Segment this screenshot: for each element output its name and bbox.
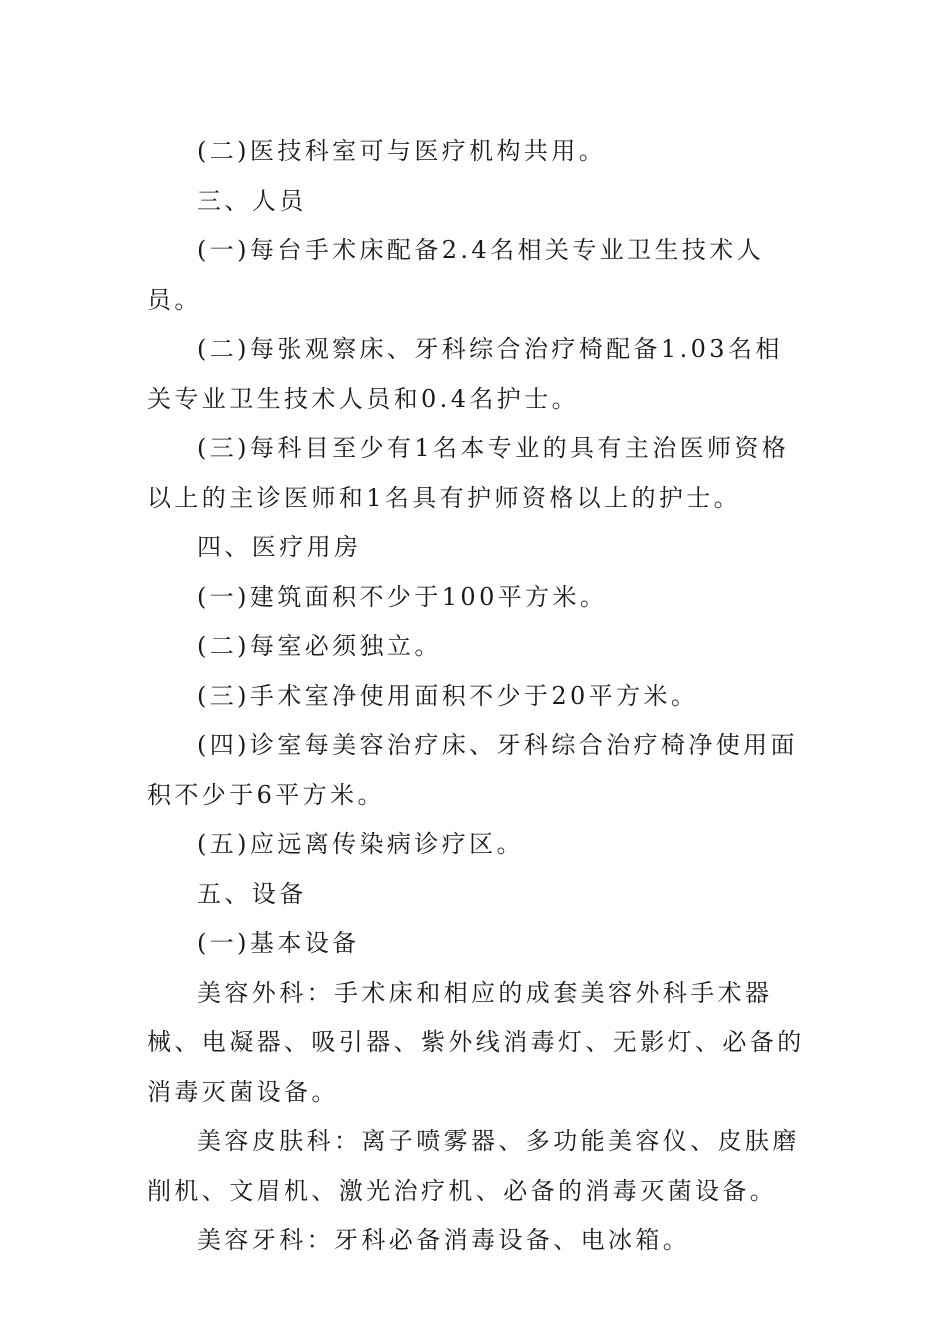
paragraph-building-area: (一)建筑面积不少于100平方米。 bbox=[197, 582, 608, 611]
heading-medical-rooms: 四、医疗用房 bbox=[197, 533, 362, 561]
paragraph-lead-physician: (三)每科目至少有1名本专业的具有主治医师资格以上的主诊医师和1名具有护师资格以上的护士。 bbox=[147, 434, 790, 512]
heading-basic-equipment: (一)基本设备 bbox=[197, 929, 360, 957]
heading-personnel: 三、人员 bbox=[197, 186, 307, 215]
paragraph-operating-room-area: (三)手术室净使用面积不少于20平方米。 bbox=[197, 681, 699, 710]
paragraph-tech-departments: (二)医技科室可与医疗机构共用。 bbox=[197, 137, 607, 165]
paragraph-observation-staff: (二)每张观察床、牙科综合治疗椅配备1.03名相关专业卫生技术人员和0.4名护士。 bbox=[147, 335, 783, 413]
document-body bbox=[147, 127, 807, 1266]
heading-equipment: 五、设备 bbox=[197, 879, 307, 908]
paragraph-cosmetic-dentistry-equipment: 美容牙科：牙科必备消毒设备、电冰箱。 bbox=[197, 1226, 691, 1254]
paragraph-cosmetic-surgery-equipment: 美容外科：手术床和相应的成套美容外科手术器械、电凝器、吸引器、紫外线消毒灯、无影灯、必备的消毒灭菌设备。 bbox=[147, 978, 805, 1106]
paragraph-cosmetic-dermatology-equipment: 美容皮肤科：离子喷雾器、多功能美容仪、皮肤磨削机、文眉机、激光治疗机、必备的消毒灭菌设备。 bbox=[147, 1127, 800, 1205]
paragraph-surgical-staff: (一)每台手术床配备2.4名相关专业卫生技术人员。 bbox=[147, 236, 765, 314]
paragraph-infection-distance: (五)应远离传染病诊疗区。 bbox=[197, 830, 524, 858]
paragraph-independent-rooms: (二)每室必须独立。 bbox=[197, 632, 442, 660]
paragraph-clinic-area: (四)诊室每美容治疗床、牙科综合治疗椅净使用面积不少于6平方米。 bbox=[147, 731, 798, 809]
